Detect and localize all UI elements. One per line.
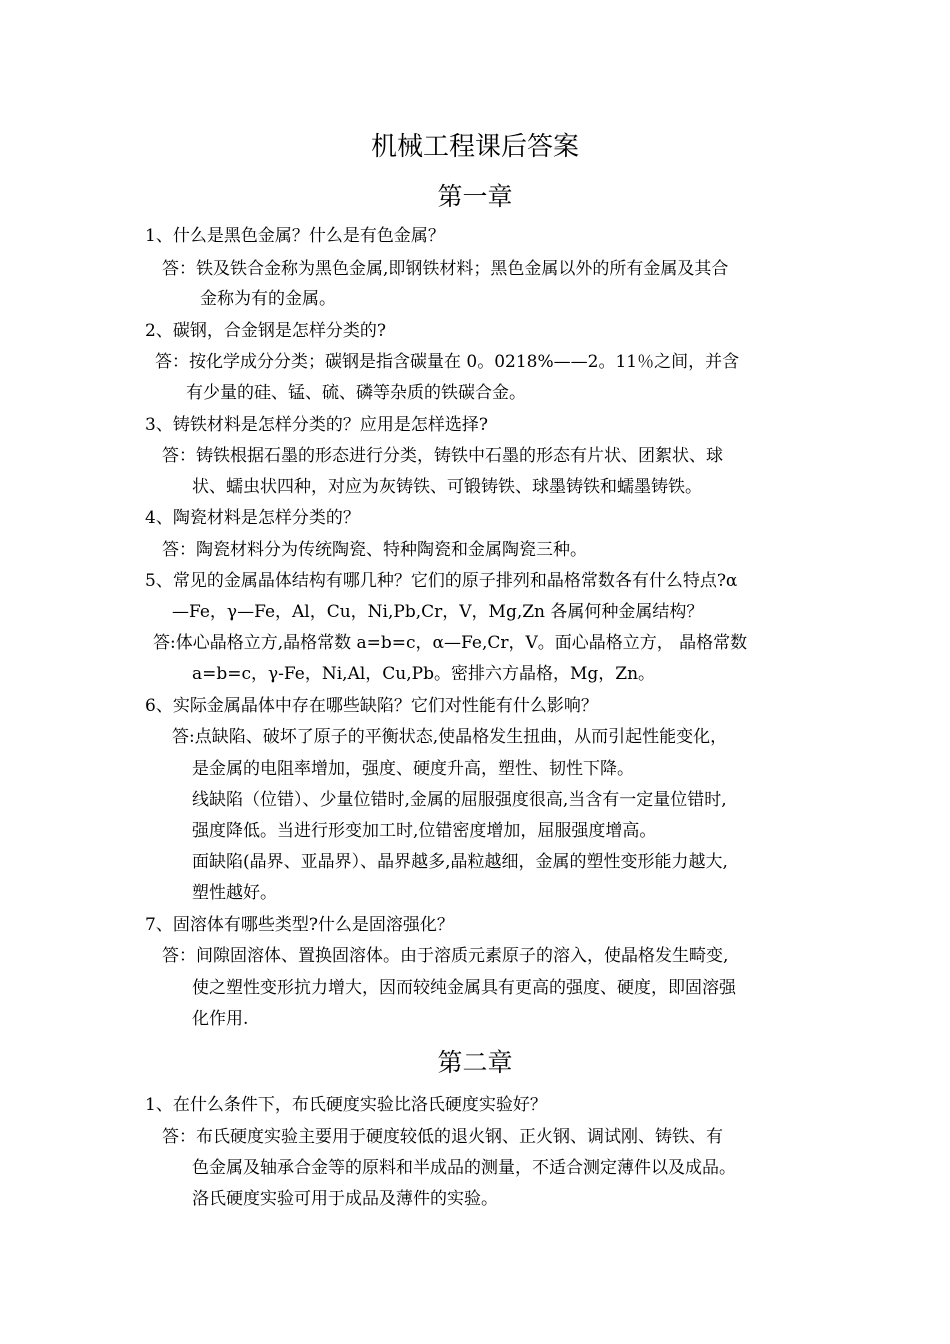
question: 3、铸铁材料是怎样分类的？应用是怎样选择?: [145, 415, 488, 435]
answer-line: 塑性越好。: [192, 883, 277, 903]
chapter-heading: 第一章: [437, 182, 513, 211]
answer-line: 答：铁及铁合金称为黑色金属,即钢铁材料；黑色金属以外的所有金属及其合: [162, 259, 729, 279]
answer-line: 有少量的硅、锰、硫、磷等杂质的铁碳合金。: [186, 383, 526, 403]
answer-line: 是金属的电阻率增加，强度、硬度升高，塑性、韧性下降。: [192, 759, 634, 779]
answer-line: 答:体心晶格立方,晶格常数 a=b=c，α—Fe,Cr，V。面心晶格立方， 晶格常数: [153, 633, 748, 653]
document-title: 机械工程课后答案: [370, 132, 579, 162]
question: 1、什么是黑色金属？什么是有色金属？: [145, 226, 445, 246]
answer-line: 使之塑性变形抗力增大，因而较纯金属具有更高的强度、硬度，即固溶强: [192, 978, 736, 998]
question: 5、常见的金属晶体结构有哪几种？它们的原子排列和晶格常数各有什么特点?α: [145, 571, 738, 591]
answer-line: 金称为有的金属。: [200, 289, 336, 309]
answer-line: 状、蠕虫状四种，对应为灰铸铁、可锻铸铁、球墨铸铁和蠕墨铸铁。: [192, 477, 702, 497]
question: 6、实际金属晶体中存在哪些缺陷？它们对性能有什么影响？: [145, 696, 598, 716]
question: —Fe，γ—Fe，Al，Cu，Ni,Pb,Cr，V，Mg,Zn 各属何种金属结构？: [172, 602, 704, 622]
answer-line: 答：按化学成分分类；碳钢是指含碳量在 0。0218%——2。11％之间，并含: [155, 352, 740, 372]
answer-line: 答：陶瓷材料分为传统陶瓷、特种陶瓷和金属陶瓷三种。: [162, 540, 587, 560]
answer-line: 答：铸铁根据石墨的形态进行分类，铸铁中石墨的形态有片状、团絮状、球: [162, 446, 723, 466]
answer-line: 强度降低。当进行形变加工时,位错密度增加，屈服强度增高。: [192, 821, 657, 841]
question: 4、陶瓷材料是怎样分类的？: [145, 508, 360, 528]
answer-line: 答:点缺陷、破坏了原子的平衡状态,使晶格发生扭曲，从而引起性能变化，: [172, 727, 728, 747]
chapter-heading: 第二章: [437, 1048, 513, 1077]
answer-line: 化作用.: [192, 1009, 249, 1029]
question: 7、固溶体有哪些类型?什么是固溶强化？: [145, 915, 454, 935]
question: 1、在什么条件下，布氏硬度实验比洛氏硬度实验好？: [145, 1095, 547, 1115]
answer-line: 色金属及轴承合金等的原料和半成品的测量，不适合测定薄件以及成品。: [192, 1158, 736, 1178]
answer-line: a=b=c，γ-Fe，Ni,Al，Cu,Pb。密排六方晶格，Mg，Zn。: [192, 664, 656, 684]
question: 2、碳钢，合金钢是怎样分类的?: [145, 321, 386, 341]
answer-line: 洛氏硬度实验可用于成品及薄件的实验。: [192, 1189, 498, 1209]
answer-line: 线缺陷（位错）、少量位错时,金属的屈服强度很高,当含有一定量位错时,: [192, 790, 727, 810]
answer-line: 面缺陷(晶界、亚晶界）、晶界越多,晶粒越细，金属的塑性变形能力越大,: [192, 852, 728, 872]
answer-line: 答：间隙固溶体、置换固溶体。由于溶质元素原子的溶入，使晶格发生畸变,: [162, 946, 729, 966]
answer-line: 答：布氏硬度实验主要用于硬度较低的退火钢、正火钢、调试刚、铸铁、有: [162, 1127, 723, 1147]
